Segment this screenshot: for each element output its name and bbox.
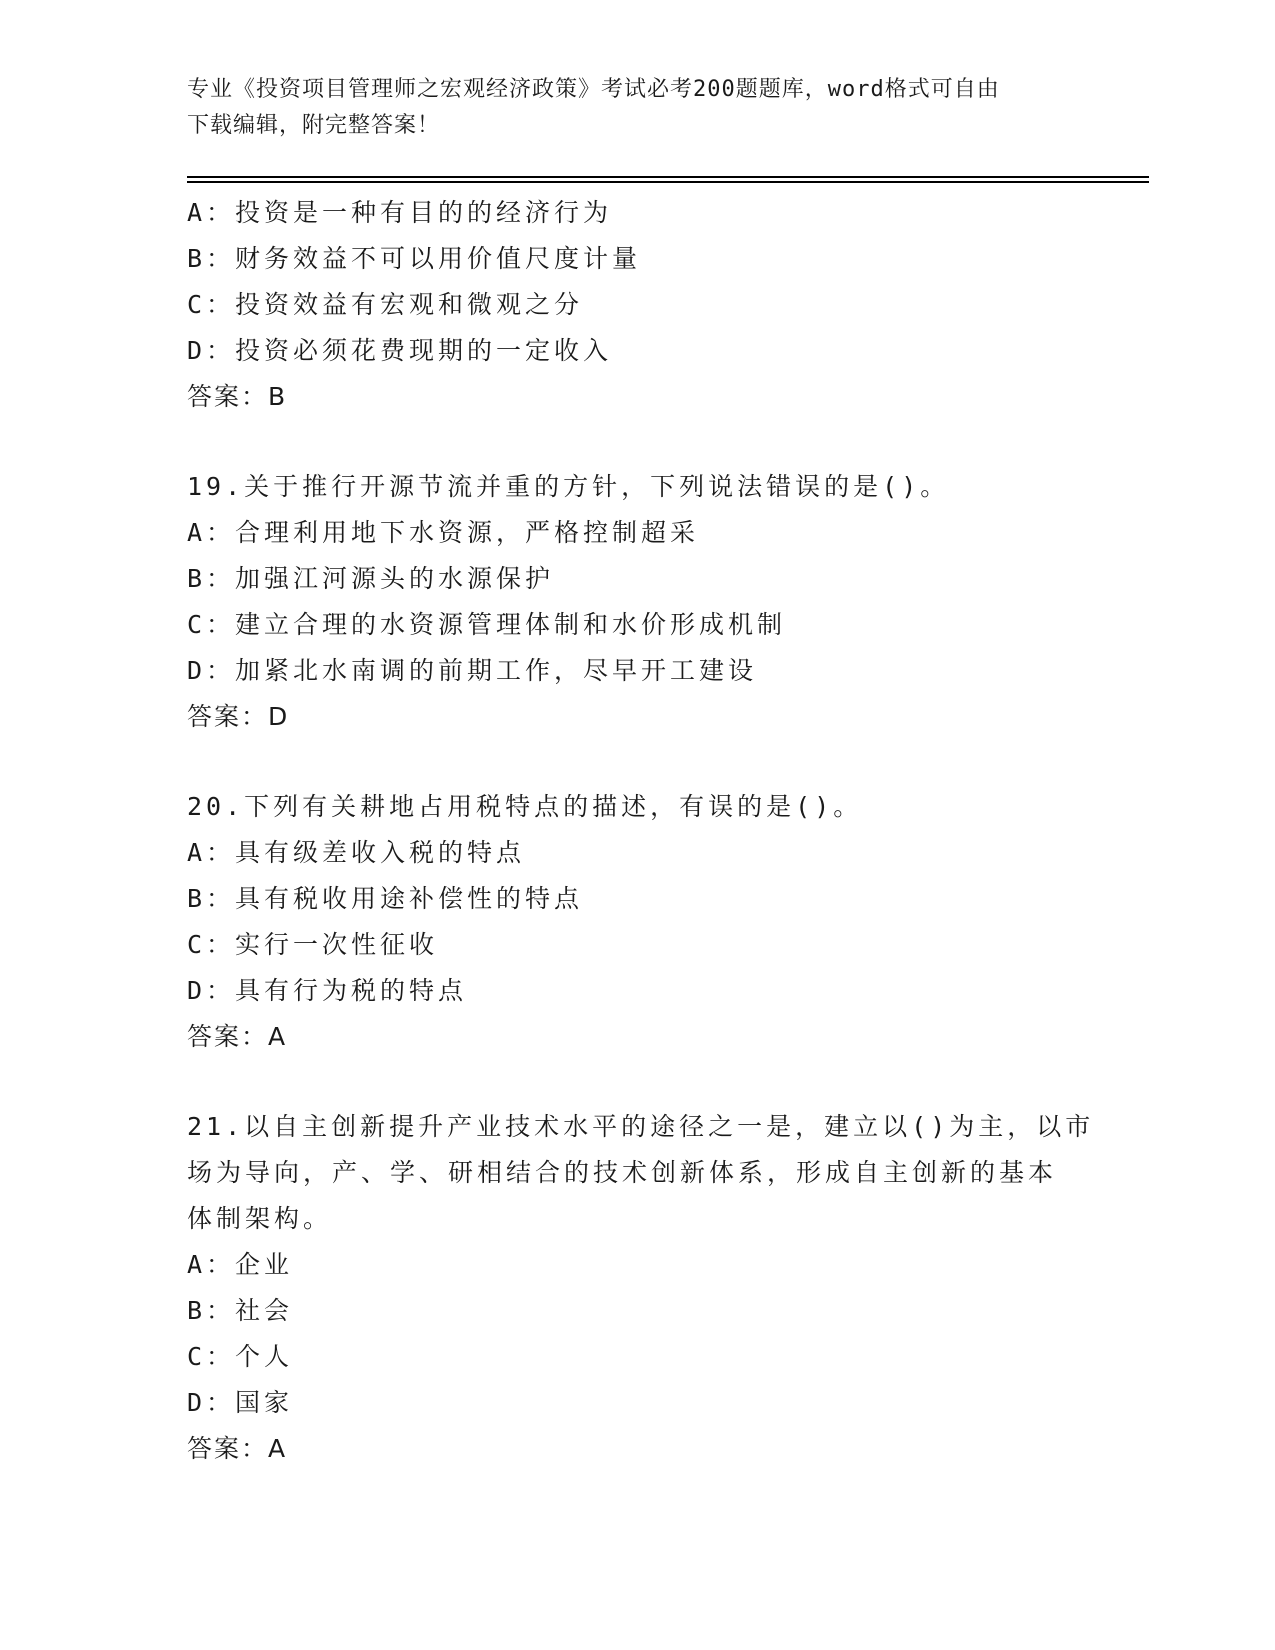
answer: 答案：A [187, 1022, 288, 1051]
answer: 答案：D [187, 702, 290, 731]
question-stem-line-3: 体制架构。 [187, 1204, 333, 1233]
question-21 [187, 1104, 1095, 1472]
question-stem-line-2: 场为导向，产、学、研相结合的技术创新体系，形成自主创新的基本 [187, 1158, 1058, 1187]
option-a: A：具有级差收入税的特点 [187, 838, 526, 867]
option-c: C：建立合理的水资源管理体制和水价形成机制 [187, 610, 787, 639]
option-c: C：实行一次性征收 [187, 930, 439, 959]
question-stem: 19.关于推行开源节流并重的方针，下列说法错误的是()。 [187, 472, 950, 501]
question-stem-line-1: 21.以自主创新提升产业技术水平的途径之一是，建立以()为主，以市 [187, 1112, 1095, 1141]
option-b: B：具有税收用途补偿性的特点 [187, 884, 584, 913]
option-d: D：国家 [187, 1388, 294, 1417]
header-title-line-1: 专业《投资项目管理师之宏观经济政策》考试必考200题题库，word格式可自由 [187, 77, 1000, 102]
option-a: A：合理利用地下水资源，严格控制超采 [187, 518, 700, 547]
option-a: A：投资是一种有目的的经济行为 [187, 198, 613, 227]
option-c: C：投资效益有宏观和微观之分 [187, 290, 584, 319]
question-stem: 20.下列有关耕地占用税特点的描述，有误的是()。 [187, 792, 863, 821]
option-c: C：个人 [187, 1342, 294, 1371]
header-divider-bottom [187, 181, 1149, 183]
option-b: B：加强江河源头的水源保护 [187, 564, 555, 593]
question-18 [187, 190, 1087, 420]
answer: 答案：A [187, 1434, 288, 1463]
option-a: A：企业 [187, 1250, 294, 1279]
header-title-line-2: 下载编辑，附完整答案！ [187, 113, 441, 138]
question-19 [187, 464, 1087, 740]
header-divider-top [187, 176, 1149, 178]
option-d: D：加紧北水南调的前期工作，尽早开工建设 [187, 656, 758, 685]
option-b: B：社会 [187, 1296, 294, 1325]
answer: 答案：B [187, 382, 288, 411]
question-list [187, 190, 1095, 1472]
document-header [187, 72, 1087, 144]
option-b: B：财务效益不可以用价值尺度计量 [187, 244, 642, 273]
option-d: D：投资必须花费现期的一定收入 [187, 336, 613, 365]
option-d: D：具有行为税的特点 [187, 976, 468, 1005]
question-20 [187, 784, 1087, 1060]
